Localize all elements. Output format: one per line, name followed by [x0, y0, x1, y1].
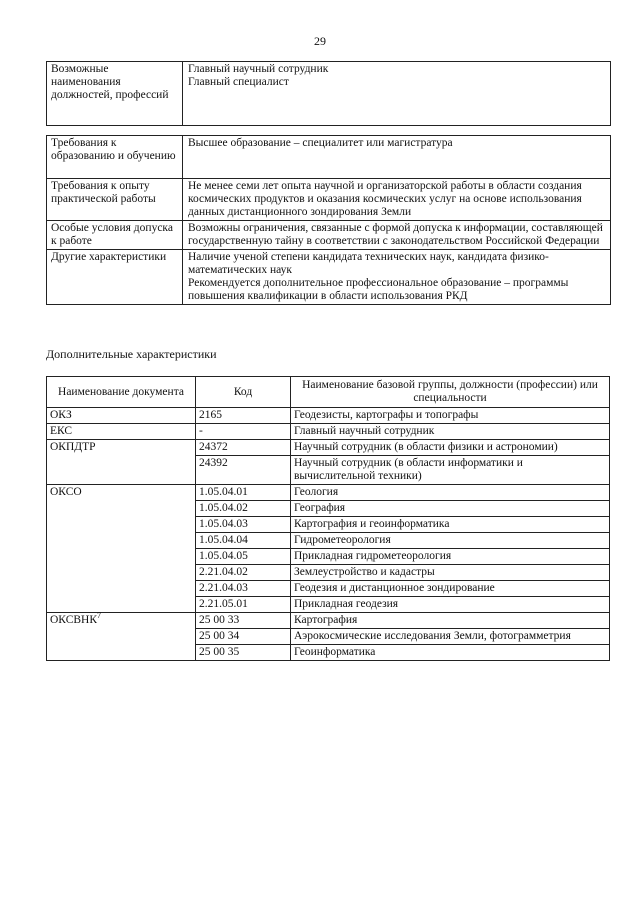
specialty-name-cell: География	[291, 501, 610, 517]
document-cell	[47, 629, 196, 645]
positions-values	[183, 62, 611, 126]
document-cell	[47, 501, 196, 517]
code-cell: 2.21.05.01	[196, 597, 291, 613]
requirement-line: Возможны ограничения, связанные с формой допуска к информации, составляющей государственную тайну в соответствии с законодательством Российской Федерации	[188, 222, 603, 247]
table-row	[47, 549, 610, 565]
table-row	[47, 565, 610, 581]
specialty-name-cell: Геодезисты, картографы и топографы	[291, 408, 610, 424]
document-cell	[47, 645, 196, 661]
document-cell	[47, 533, 196, 549]
requirement-row	[47, 179, 611, 221]
specialty-name-cell: Прикладная геодезия	[291, 597, 610, 613]
specialty-name-cell: Картография и геоинформатика	[291, 517, 610, 533]
document-cell	[47, 440, 196, 456]
document-cell	[47, 549, 196, 565]
requirement-label: Требования к опыту практической работы	[47, 179, 183, 221]
header-name: Наименование базовой группы, должности (профессии) или специальности	[291, 377, 610, 408]
table-row	[47, 581, 610, 597]
positions-table	[46, 61, 611, 126]
code-cell: 25 00 34	[196, 629, 291, 645]
header-code: Код	[196, 377, 291, 408]
extra-characteristics-table	[46, 376, 610, 661]
table-row	[47, 456, 610, 485]
specialty-name-cell: Научный сотрудник (в области информатики и вычислительной техники)	[291, 456, 610, 485]
code-cell: 1.05.04.02	[196, 501, 291, 517]
requirement-row	[47, 221, 611, 250]
table-row	[47, 613, 610, 629]
document-cell	[47, 597, 196, 613]
table-row	[47, 424, 610, 440]
footnote-mark: 7	[97, 611, 102, 621]
requirement-value	[183, 179, 611, 221]
document-name: ОКСВНК	[50, 614, 98, 626]
specialty-name-cell: Геоинформатика	[291, 645, 610, 661]
specialty-name-cell: Главный научный сотрудник	[291, 424, 610, 440]
specialty-name-cell: Прикладная гидрометеорология	[291, 549, 610, 565]
document-name: ОКЗ	[50, 409, 72, 421]
specialty-name-cell: Картография	[291, 613, 610, 629]
positions-row	[47, 62, 611, 126]
code-cell: 2.21.04.02	[196, 565, 291, 581]
code-cell: 24372	[196, 440, 291, 456]
code-cell: 24392	[196, 456, 291, 485]
requirement-label: Другие характеристики	[47, 250, 183, 305]
table-row	[47, 408, 610, 424]
positions-label: Возможные наименования должностей, профессий	[47, 62, 183, 126]
requirement-row	[47, 136, 611, 179]
position-item: Главный научный сотрудник	[188, 63, 329, 75]
document-cell	[47, 581, 196, 597]
specialty-name-cell: Гидрометеорология	[291, 533, 610, 549]
section-title: Дополнительные характеристики	[46, 347, 217, 361]
document-cell	[47, 456, 196, 485]
document-name: ЕКС	[50, 425, 73, 437]
requirement-label: Особые условия допуска к работе	[47, 221, 183, 250]
specialty-name-cell: Геодезия и дистанционное зондирование	[291, 581, 610, 597]
page-number: 29	[314, 34, 326, 48]
requirements-table	[46, 135, 611, 305]
table-row	[47, 501, 610, 517]
document-cell	[47, 517, 196, 533]
document-cell	[47, 485, 196, 501]
requirement-line: Наличие ученой степени кандидата технических наук, кандидата физико-математических наук	[188, 251, 549, 276]
requirement-value	[183, 136, 611, 179]
position-item: Главный специалист	[188, 76, 289, 88]
table-row	[47, 645, 610, 661]
table-row	[47, 629, 610, 645]
table-row	[47, 440, 610, 456]
document-cell	[47, 424, 196, 440]
code-cell: 1.05.04.01	[196, 485, 291, 501]
table-row	[47, 517, 610, 533]
code-cell: 2165	[196, 408, 291, 424]
requirement-line: Не менее семи лет опыта научной и организаторской работы в области создания космических продуктов и оказания космических услуг на основе использования данных дистанционного зондирования Земли	[188, 180, 582, 218]
requirement-label: Требования к образованию и обучению	[47, 136, 183, 179]
table-row	[47, 533, 610, 549]
code-cell: 1.05.04.04	[196, 533, 291, 549]
specialty-name-cell: Геология	[291, 485, 610, 501]
requirement-value	[183, 250, 611, 305]
code-cell: 2.21.04.03	[196, 581, 291, 597]
code-cell: 25 00 33	[196, 613, 291, 629]
specialty-name-cell: Научный сотрудник (в области физики и астрономии)	[291, 440, 610, 456]
document-name: ОКПДТР	[50, 441, 96, 453]
requirement-value	[183, 221, 611, 250]
header-document: Наименование документа	[47, 377, 196, 408]
document-name: ОКСО	[50, 486, 82, 498]
code-cell: -	[196, 424, 291, 440]
specialty-name-cell: Аэрокосмические исследования Земли, фотограмметрия	[291, 629, 610, 645]
table-row	[47, 485, 610, 501]
table-header-row	[47, 377, 610, 408]
code-cell: 25 00 35	[196, 645, 291, 661]
document-cell	[47, 565, 196, 581]
document-cell	[47, 408, 196, 424]
code-cell: 1.05.04.03	[196, 517, 291, 533]
table-row	[47, 597, 610, 613]
requirement-line: Рекомендуется дополнительное профессиональное образование – программы повышения квалификации в области использования РКД	[188, 277, 569, 302]
extra-table-body	[47, 408, 610, 661]
requirement-line: Высшее образование – специалитет или магистратура	[188, 137, 453, 149]
requirement-row	[47, 250, 611, 305]
specialty-name-cell: Землеустройство и кадастры	[291, 565, 610, 581]
document-cell	[47, 613, 196, 629]
code-cell: 1.05.04.05	[196, 549, 291, 565]
